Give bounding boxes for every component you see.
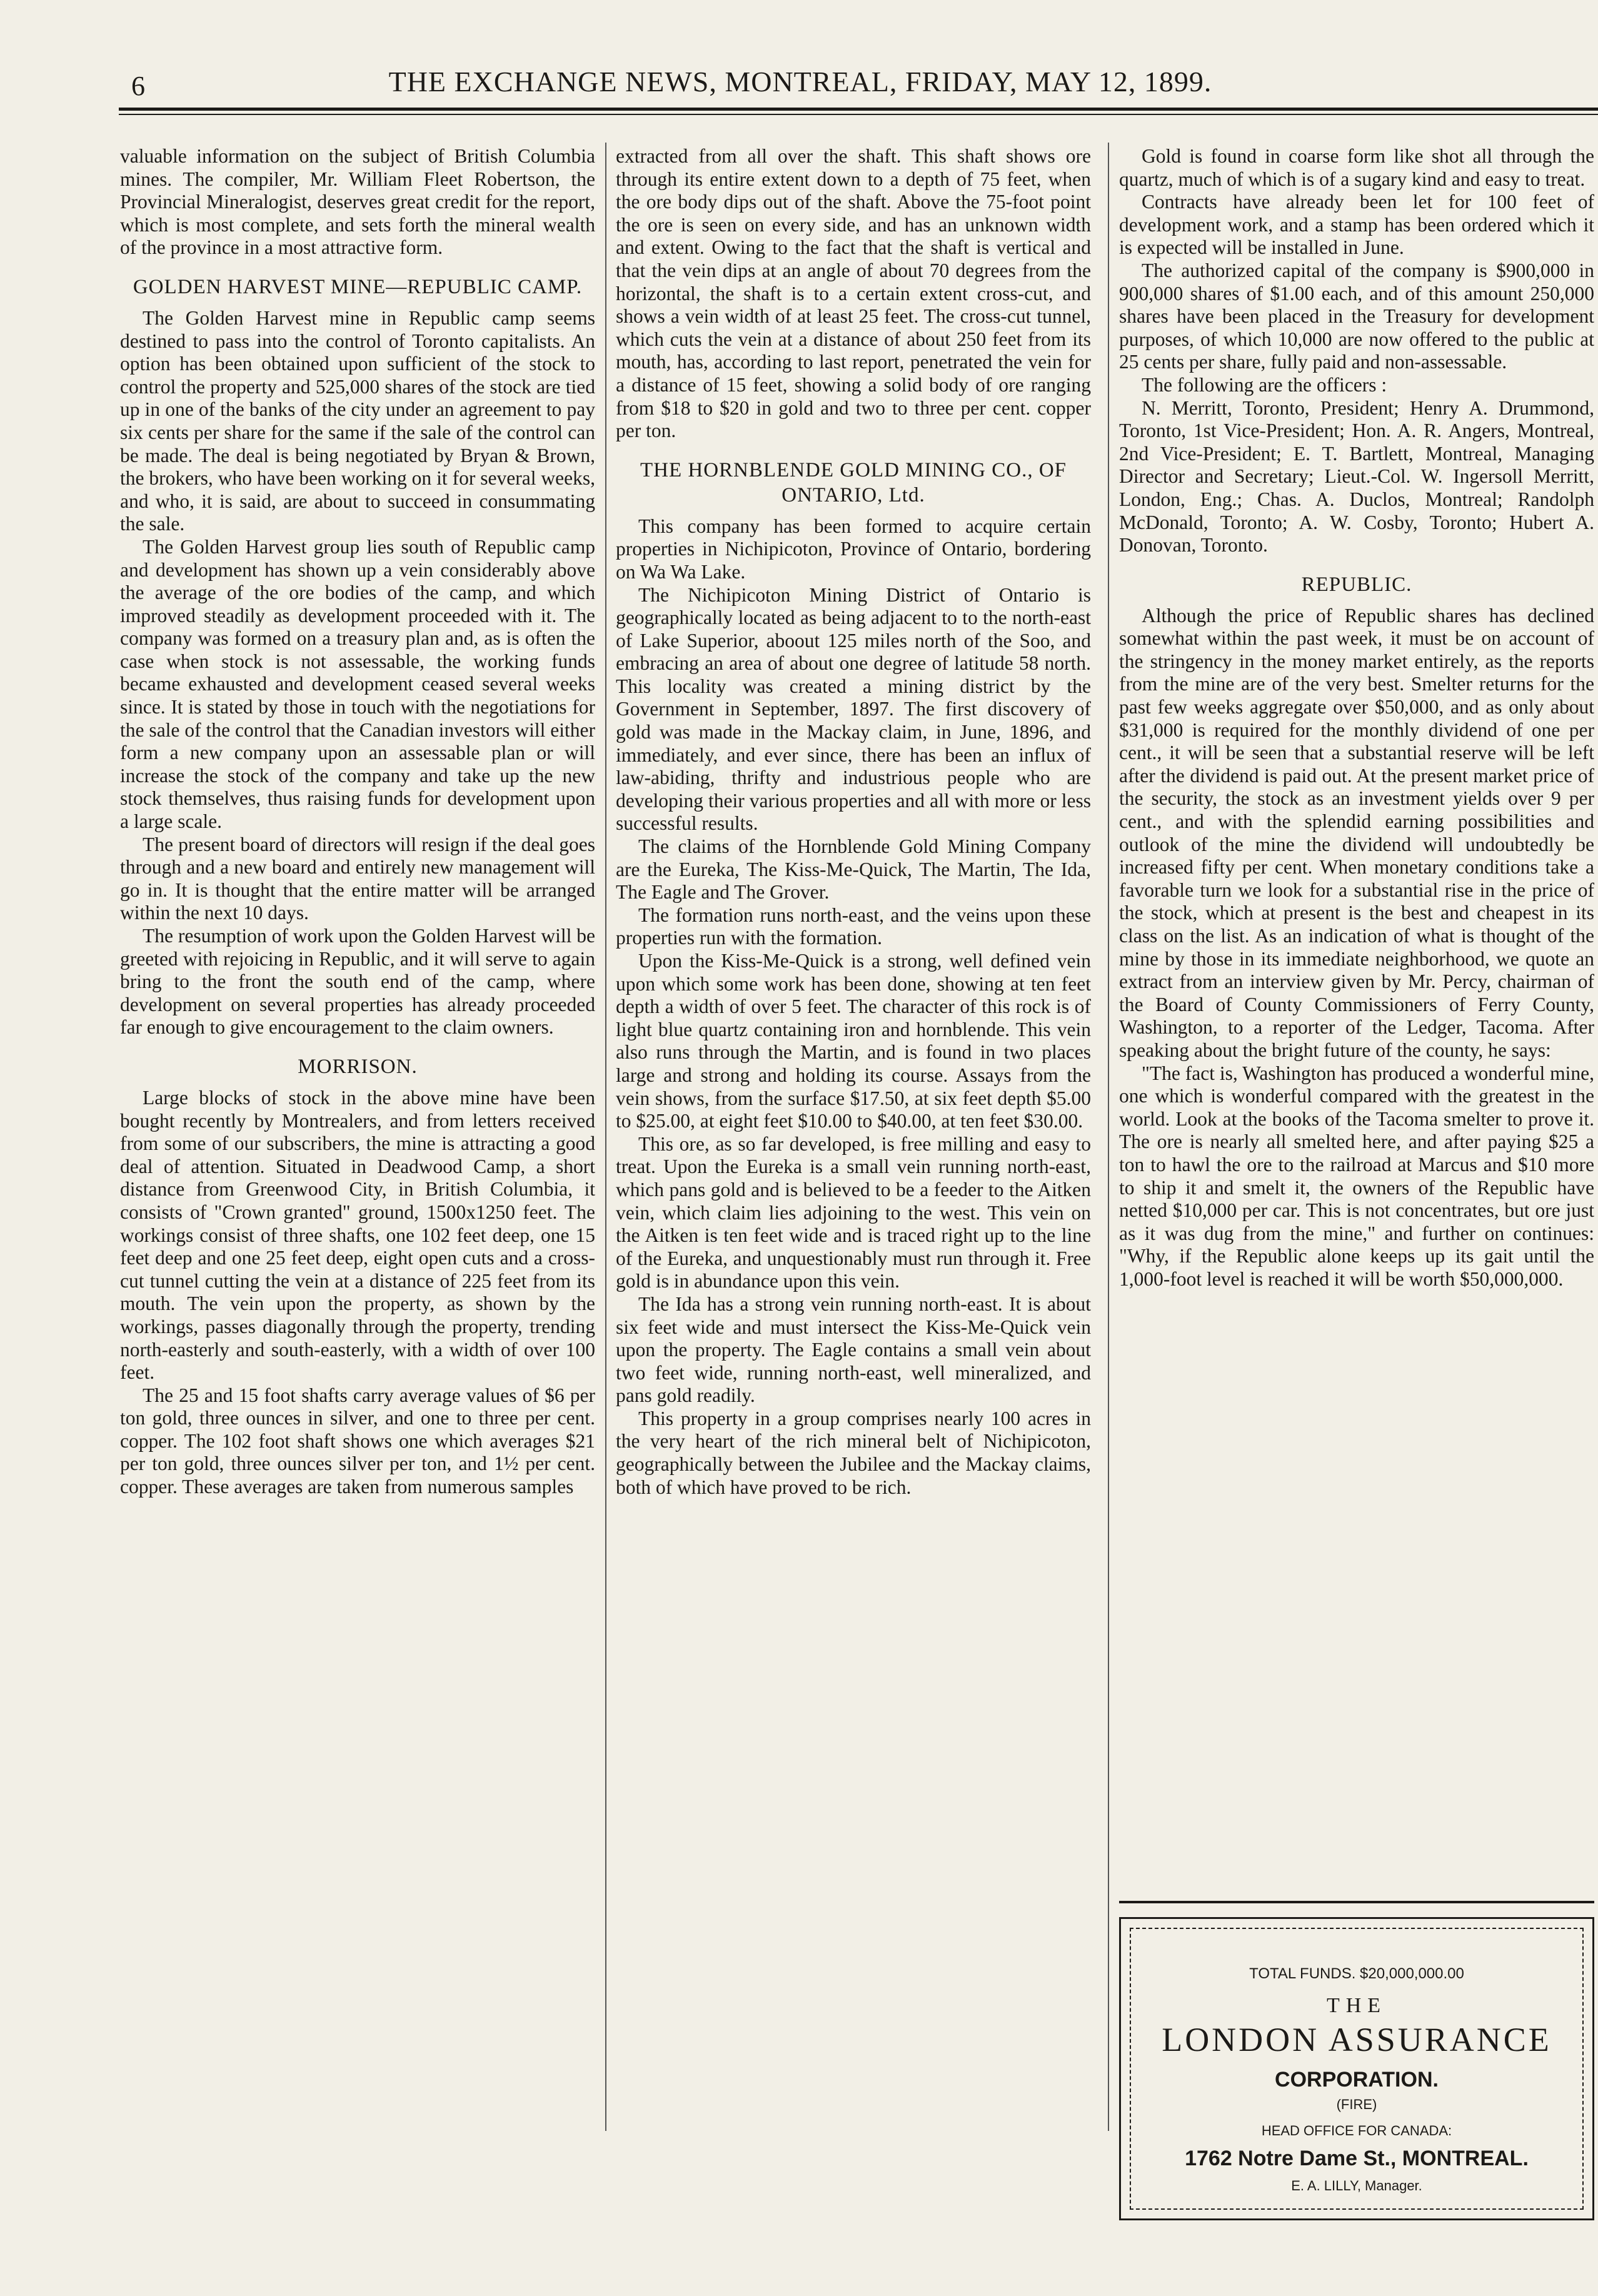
ad-separator-rule: [1119, 1901, 1594, 1903]
article-heading: THE HORNBLENDE GOLD MINING CO., OF ONTARIO, Ltd.: [640, 458, 1067, 506]
column-3: [1119, 145, 1594, 1291]
paragraph: This property in a group comprises nearly 100 acres in the very heart of the rich mineral belt of Nichipicoton, geographically between the Jubilee and the Mackay claims, both of which have proved to be rich.: [616, 1407, 1091, 1498]
column-divider: [605, 143, 606, 2131]
paragraph: This ore, as so far developed, is free milling and easy to treat. Upon the Eureka is a small vein running north-east, which pans gold and is believed to be a feeder to the Aitken vein, which claim lies adjoining to the west. This vein on the Aitken is ten feet wide and is traced right up to the line of the Eureka, and unquestionably must run through it. Free gold is in abundance upon this vein.: [616, 1132, 1091, 1292]
paragraph: extracted from all over the shaft. This shaft shows ore through its entire extent down to a depth of 75 feet, when the ore body dips out of the shaft. Above the 75-foot point the ore is seen on every side, and has an unknown width and extent. Owing to the fact that the shaft is vertical and that the vein dips at an angle of about 70 degrees from the horizontal, the shaft is to a certain extent cross-cut, and shows a vein width of at least 25 feet. The cross-cut tunnel, which cuts the vein at a distance of about 250 feet from its mouth, has, according to last report, penetrated the vein for a distance of 15 feet, showing a solid body of ore ranging from $18 to $20 in gold and two to three per cent. copper per ton.: [616, 145, 1091, 442]
paragraph: Contracts have already been let for 100 feet of development work, and a stamp has been ordered which it is expected will be installed in June.: [1119, 191, 1594, 259]
ad-corporation: CORPORATION.: [1275, 2068, 1439, 2092]
column-2: [616, 145, 1091, 1499]
page-number: 6: [131, 71, 145, 101]
paragraph: The Golden Harvest group lies south of Republic camp and development has shown up a vein considerably above the average of the ore bodies of the camp, and which improved steadily as development proceeded with it. The company was formed on a treasury plan and, as is often the case when stock is not assessable, the working funds became exhausted and development ceased several weeks since. It is stated by those in touch with the negotiations for the sale of the control that the Canadian investors will either form a new company upon an assessable plan or will increase the stock of the company and take up the new stock themselves, thus raising funds for development upon a large scale.: [120, 535, 595, 833]
paragraph: The Nichipicoton Mining District of Ontario is geographically located as being adjacent to to the north-east of Lake Superior, aboout 125 miles north of the Soo, and embracing an area of about one degree of latitude 58 north. This locality was created a mining district by the Government in September, 1897. The first discovery of gold was made in the Mackay claim, in June, 1896, and immediately, and ever since, there has been an influx of law-abiding, thrifty and industrious people who are developing their various properties and all with more or less successful results.: [616, 583, 1091, 835]
paragraph: The formation runs north-east, and the veins upon these properties run with the formation.: [616, 904, 1091, 949]
ad-head-office: HEAD OFFICE FOR CANADA:: [1261, 2123, 1452, 2138]
paragraph: The Ida has a strong vein running north-east. It is about six feet wide and must intersect the Kiss-Me-Quick vein upon the property. The Eagle contains a small vein about two feet wide, running north-east, well mineralized, and pans gold readily.: [616, 1292, 1091, 1407]
paragraph: Gold is found in coarse form like shot all through the quartz, much of which is of a sugary kind and easy to treat.: [1119, 145, 1594, 190]
ad-address: 1762 Notre Dame St., MONTREAL.: [1185, 2147, 1529, 2170]
paragraph: The authorized capital of the company is $900,000 in 900,000 shares of $1.00 each, and of this amount 250,000 shares have been placed in the Treasury for development purposes, of which 10,000 are now offered to the public at 25 cents per share, fully paid and non-assessable.: [1119, 259, 1594, 373]
column-1: [120, 145, 595, 1499]
paragraph: Upon the Kiss-Me-Quick is a strong, well defined vein upon which some work has been done, showing at ten feet depth a width of over 5 feet. The character of this rock is of light blue quartz containing iron and hornblende. This vein also runs through the Martin, and is found in two places large and strong and holding its course. Assays from the vein shows, from the surface $17.50, at six feet depth $5.00 to $25.00, at eight feet $10.00 to $40.00, at ten feet $30.00.: [616, 950, 1091, 1132]
ad-total-funds: TOTAL FUNDS. $20,000,000.00: [1249, 1965, 1464, 1982]
ad-the: THE: [1326, 1994, 1387, 2017]
ad-manager: E. A. LILLY, Manager.: [1291, 2178, 1422, 2193]
article-heading: GOLDEN HARVEST MINE—REPUBLIC CAMP.: [133, 275, 583, 298]
paragraph: The resumption of work upon the Golden Harvest will be greeted with rejoicing in Republic, and it will serve to again bring to the front the south end of the camp, where development on several properties has already proceeded far enough to give encouragement to the claim owners.: [120, 925, 595, 1039]
paragraph: The present board of directors will resign if the deal goes through and a new board and entirely new management will go in. It is thought that the entire matter will be arranged within the next 10 days.: [120, 833, 595, 924]
paragraph: N. Merritt, Toronto, President; Henry A. Drummond, Toronto, 1st Vice-President; Hon. A. R. Angers, Montreal, 2nd Vice-President; E. T. Bartlett, Montreal, Managing Director and Secretary; Lieut.-Col. W. Ingersoll Merritt, London, Eng.; Chas. A. Duclos, Montreal; Randolph McDonald, Toronto; A. W. Cosby, Toronto; Hubert A. Donovan, Toronto.: [1119, 396, 1594, 556]
paragraph: The 25 and 15 foot shafts carry average values of $6 per ton gold, three ounces in silver, and one to three per cent. copper. The 102 foot shaft shows one which averages $21 per ton gold, three ounces silver per ton, and 1½ per cent. copper. These averages are taken from numerous samples: [120, 1384, 595, 1498]
paragraph: The following are the officers :: [1142, 373, 1387, 396]
masthead-rule-thin: [119, 114, 1598, 115]
masthead-rule: [119, 108, 1598, 111]
paragraph: Although the price of Republic shares has declined somewhat within the past week, it must be on account of the stringency in the money market entirely, as the reports from the mine are of the very best. Smelter returns for the past few weeks aggregate over $50,000, and as only about $31,000 is required for the monthly dividend of one per cent., it will be seen that a substantial reserve will be left after the dividend is paid out. At the present market price of the security, the stock as an investment yields over 9 per cent., and with the splendid earning possibilities and outlook of the mine the dividend will undoubtedly be increased fifty per cent. When monetary conditions take a favorable turn we look for a substantial rise in the price of the stock, which at present is the best and cheapest in its class on the list. As an indication of what is thought of the mine by those in its immediate neighborhood, we quote an extract from an interview given by Mr. Percy, chairman of the Board of County Commissioners of Ferry County, Washington, to a reporter of the Ledger, Tacoma. After speaking about the bright future of the county, he says:: [1119, 604, 1594, 1061]
ad-company-name: LONDON ASSURANCE: [1162, 2021, 1552, 2058]
article-heading: REPUBLIC.: [1301, 573, 1412, 596]
paragraph: Large blocks of stock in the above mine have been bought recently by Montrealers, and from letters received from some of our subscribers, the mine is attracting a good deal of attention. Situated in Deadwood Camp, a short distance from Greenwood City, in British Columbia, it consists of "Crown granted" ground, 1500x1250 feet. The workings consist of three shafts, one 102 feet deep, one 15 feet deep and one 25 feet deep, eight open cuts and a cross-cut tunnel cutting the vein at a distance of 225 feet from its mouth. The vein upon the property, as shown by the workings, passes diagonally through the property, trending north-easterly and south-easterly, with a width of over 100 feet.: [120, 1086, 595, 1384]
paragraph: valuable information on the subject of British Columbia mines. The compiler, Mr. William Fleet Robertson, the Provincial Mineralogist, deserves great credit for the report, which is most complete, and sets forth the mineral wealth of the province in a most attractive form.: [120, 145, 595, 259]
paragraph: The claims of the Hornblende Gold Mining Company are the Eureka, The Kiss-Me-Quick, The Martin, The Ida, The Eagle and The Grover.: [616, 835, 1091, 904]
paragraph: This company has been formed to acquire certain properties in Nichipicoton, Province of Ontario, bordering on Wa Wa Lake.: [616, 515, 1091, 583]
advertisement-london-assurance: [1119, 1917, 1594, 2220]
paragraph: The Golden Harvest mine in Republic camp seems destined to pass into the control of Toronto capitalists. An option has been obtained upon sufficient of the stock to control the property and 525,000 shares of the stock are tied up in one of the banks of the city under an agreement to pay six cents per share for the same if the sale of the control can be made. The deal is being negotiated by Bryan & Brown, the brokers, who have been working on it for several weeks, and who, it is said, are about to succeed in consummating the sale.: [120, 306, 595, 535]
paragraph: "The fact is, Washington has produced a wonderful mine, one which is wonderful compared with the greatest in the world. Look at the books of the Tacoma smelter to prove it. The ore is nearly all smelted here, and after paying $25 a ton to hawl the ore to the railroad at Marcus and $10 more to ship it and smelt it, the owners of the Republic have netted $10,000 per car. This is not concentrates, but ore just as it was dug from the mine," and further on continues: "Why, if the Republic alone keeps up its gait until the 1,000-foot level is reached it will be worth $50,000,000.: [1119, 1062, 1594, 1290]
column-divider: [1108, 143, 1109, 2131]
masthead: THE EXCHANGE NEWS, MONTREAL, FRIDAY, MAY 12, 1899.: [388, 66, 1212, 98]
article-heading: MORRISON.: [298, 1055, 418, 1078]
ad-fire: (FIRE): [1336, 2097, 1377, 2112]
